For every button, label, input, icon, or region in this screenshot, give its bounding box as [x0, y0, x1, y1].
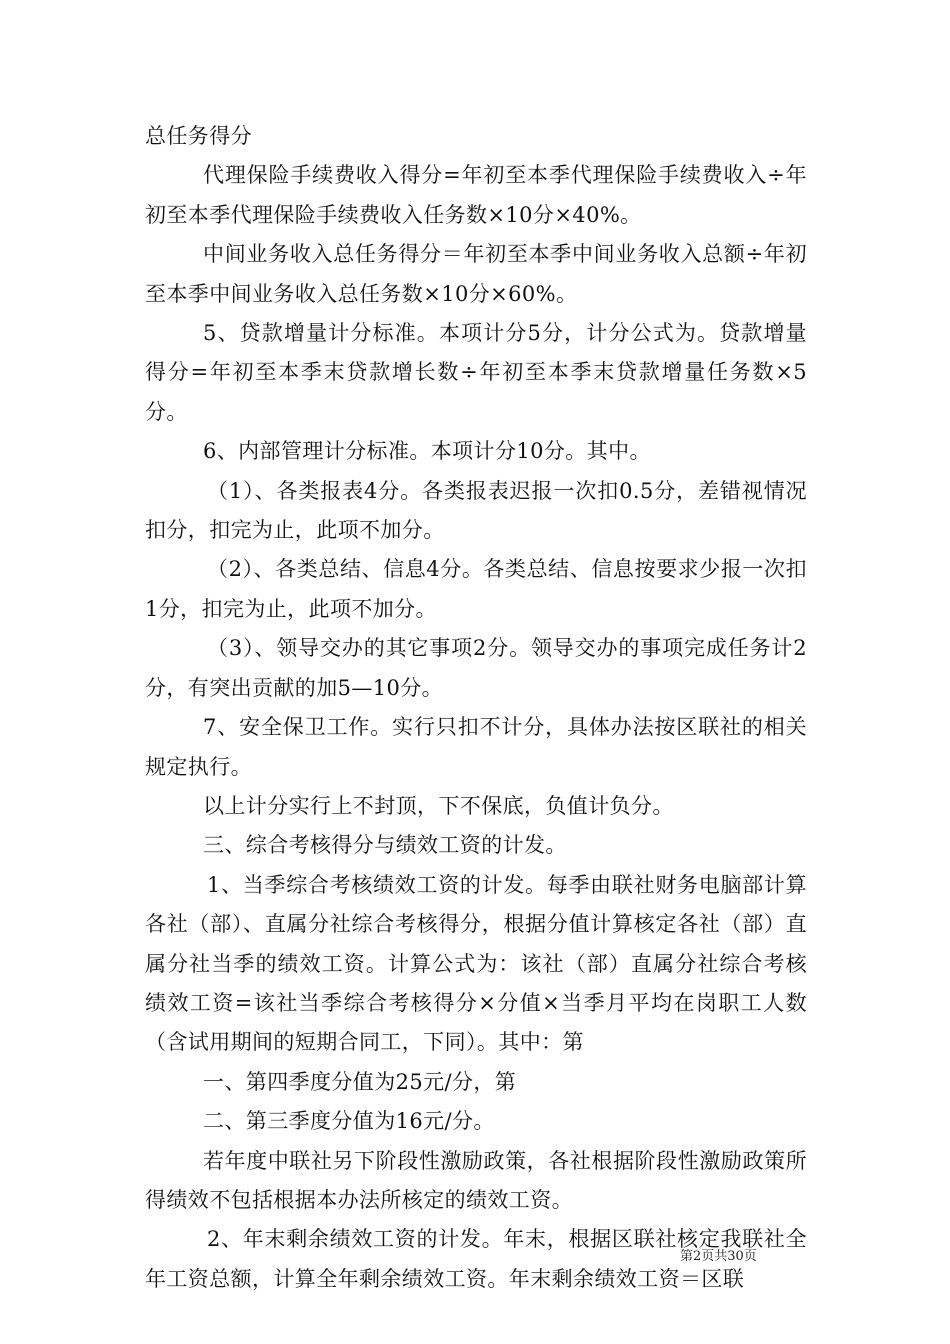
paragraph-third-quarter-value: 二、第三季度分值为16元/分。 — [203, 1109, 495, 1134]
paragraph-security-work: 7、安全保卫工作。实行只扣不计分，具体办法按区联社的相关规定执行。 — [145, 715, 807, 779]
paragraph-loan-increment-standard: 5、贷款增量计分标准。本项计分5分，计分公式为。贷款增量得分=年初至本季末贷款增长数÷年初至本季末贷款增量任务数×5分。 — [145, 321, 807, 424]
paragraph-section-three-heading: 三、综合考核得分与绩效工资的计发。 — [203, 833, 567, 858]
page-number: 第2页共30页 — [680, 1249, 757, 1264]
paragraph-insurance-fee-score: 代理保险手续费收入得分=年初至本季代理保险手续费收入÷年初至本季代理保险手续费收入任务数×10分×40%。 — [145, 163, 807, 227]
paragraph-quarterly-performance-pay: 1、当季综合考核绩效工资的计发。每季由联社财务电脑部计算各社（部）、直属分社综合考核得分，根据分值计算核定各社（部）直属分社当季的绩效工资。计算公式为：该社（部）直属分社综合考核绩效工资=该社当季综合考核得分×分值×当季月平均在岗职工人数（含试用期间的短期合同工，下同）。其中：第 — [145, 872, 807, 1055]
paragraph-leader-tasks-item: （3）、领导交办的其它事项2分。领导交办的事项完成任务计2分，有突出贡献的加5—10分。 — [145, 636, 807, 700]
paragraph-fourth-quarter-value: 一、第四季度分值为25元/分，第 — [203, 1069, 517, 1094]
paragraph-summaries-item: （2）、各类总结、信息4分。各类总结、信息按要求少报一次扣1分，扣完为止，此项不加分。 — [145, 557, 807, 621]
document-body — [145, 117, 807, 1299]
paragraph-year-end-remaining-pay: 2、年末剩余绩效工资的计发。年末，根据区联社核定我联社全年工资总额，计算全年剩余绩效工资。年末剩余绩效工资＝区联 — [145, 1227, 807, 1291]
paragraph-intermediate-business-score: 中间业务收入总任务得分＝年初至本季中间业务收入总额÷年初至本季中间业务收入总任务数×10分×60%。 — [145, 242, 807, 306]
paragraph-reports-item: （1）、各类报表4分。各类报表迟报一次扣0.5分，差错视情况扣分，扣完为止，此项不加分。 — [145, 478, 807, 543]
paragraph-scoring-limits: 以上计分实行上不封顶，下不保底，负值计负分。 — [203, 793, 674, 818]
paragraph-total-task-score: 总任务得分 — [145, 124, 252, 148]
paragraph-stage-incentive: 若年度中联社另下阶段性激励政策，各社根据阶段性激励政策所得绩效不包括根据本办法所核定的绩效工资。 — [145, 1148, 807, 1212]
paragraph-internal-management-standard: 6、内部管理计分标准。本项计分10分。其中。 — [203, 439, 651, 464]
